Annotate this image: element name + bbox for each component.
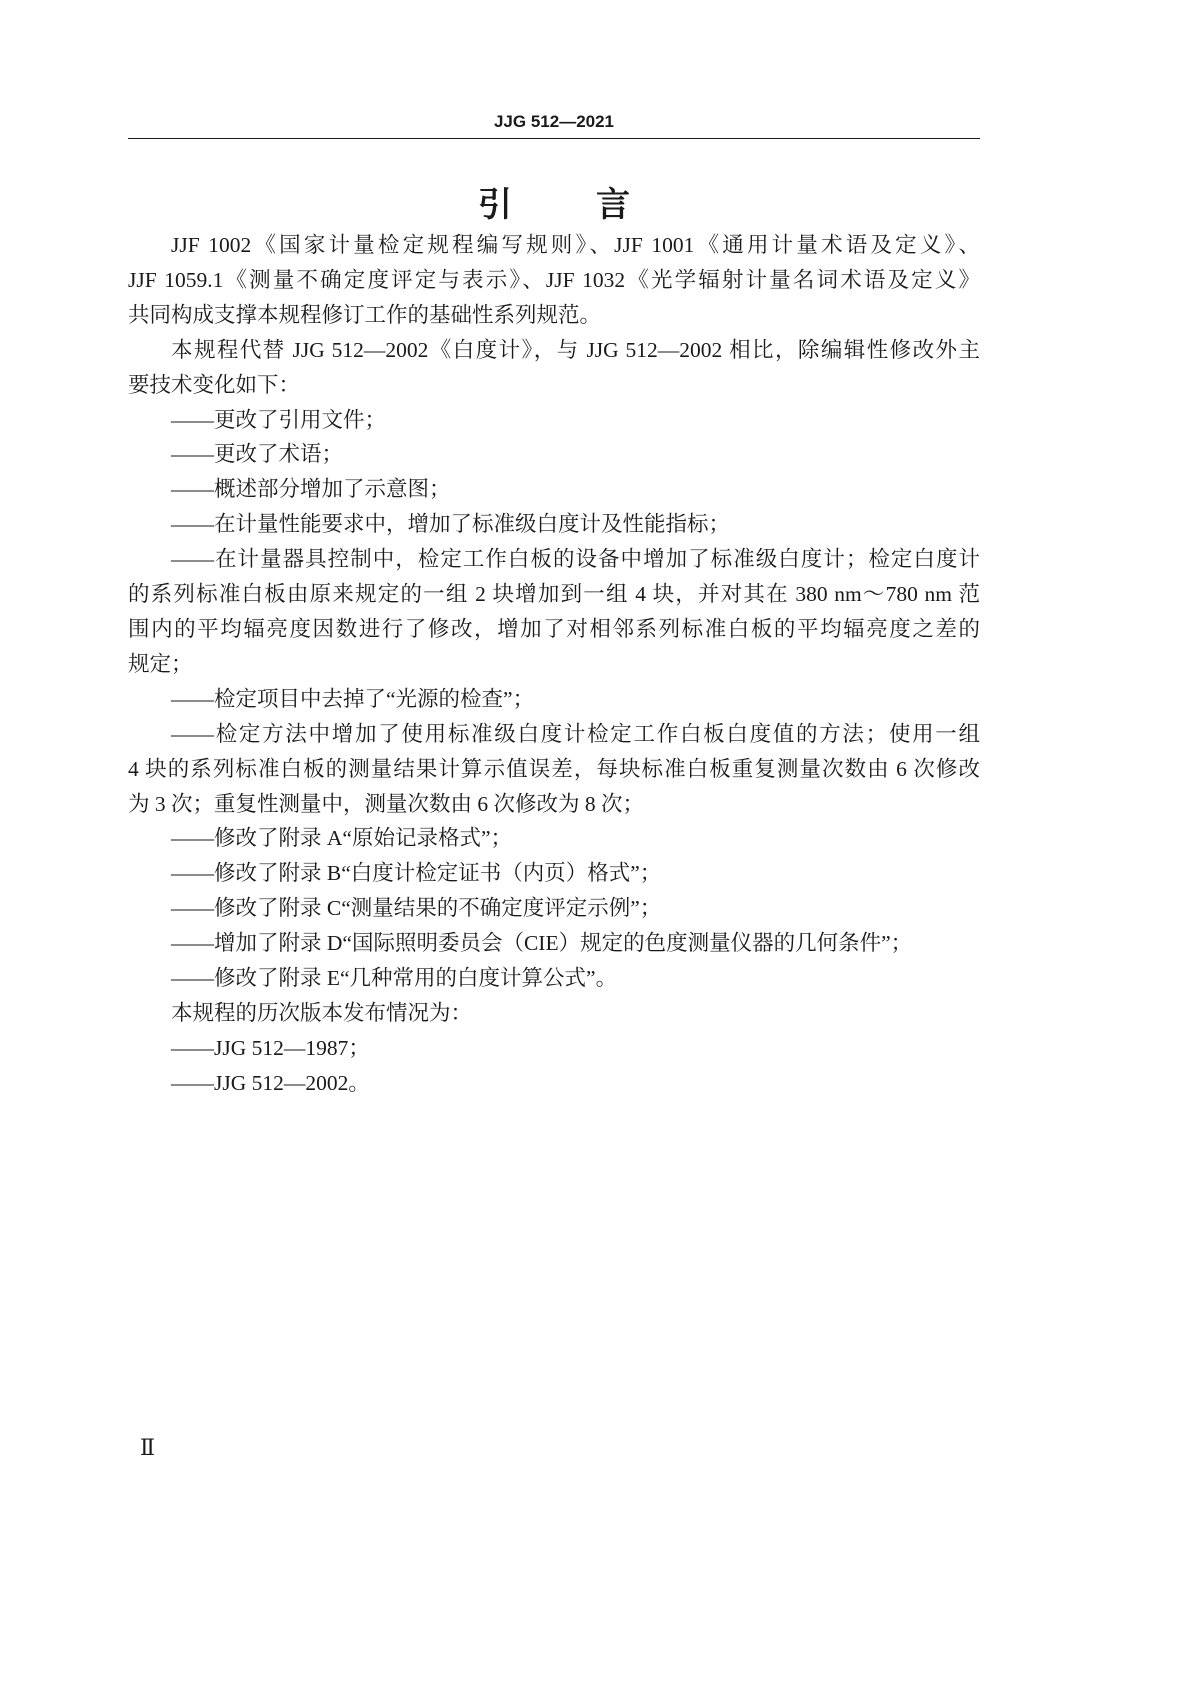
change-item-appendix-d [128, 926, 980, 961]
paragraph-line: ——更改了术语； [171, 442, 344, 467]
paragraph-replacement-statement [128, 333, 980, 403]
paragraph-line: ——检定项目中去掉了“光源的检查”； [171, 686, 535, 711]
page-number: Ⅱ [140, 1435, 155, 1460]
paragraph-line: ——在计量器具控制中，检定工作白板的设备中增加了标准级白度计；检定白度计 [171, 547, 980, 572]
paragraph-line: 围内的平均辐亮度因数进行了修改，增加了对相邻系列标准白板的平均辐亮度之差的 [128, 616, 980, 641]
version-item-2002 [128, 1066, 980, 1101]
paragraph-basis-specifications [128, 228, 980, 333]
paragraph-line: ——修改了附录 C“测量结果的不确定度评定示例”； [171, 896, 662, 921]
paragraph-line: 为 3 次；重复性测量中，测量次数由 6 次修改为 8 次； [128, 791, 645, 816]
change-item-references [128, 403, 980, 438]
change-item-verification-items [128, 682, 980, 717]
paragraph-line: ——在计量性能要求中，增加了标准级白度计及性能指标； [171, 512, 731, 537]
paragraph-line: ——修改了附录 E“几种常用的白度计算公式”。 [171, 966, 618, 991]
paragraph-line: ——修改了附录 A“原始记录格式”； [171, 826, 512, 851]
paragraph-line: 要技术变化如下： [128, 372, 301, 397]
paragraph-line: ——增加了附录 D“国际照明委员会（CIE）规定的色度测量仪器的几何条件”； [171, 931, 913, 956]
change-item-instrument-control [128, 542, 980, 682]
paragraph-line: 规定； [128, 651, 193, 676]
running-header-code: JJG 512—2021 [493, 112, 615, 131]
change-item-terms [128, 437, 980, 472]
paragraph-line: 本规程的历次版本发布情况为： [171, 1000, 473, 1025]
paragraph-line: ——检定方法中增加了使用标准级白度计检定工作白板白度值的方法；使用一组 [171, 721, 980, 746]
paragraph-line: ——修改了附录 B“白度计检定证书（内页）格式”； [171, 861, 662, 886]
paragraph-line: ——JJG 512—1987； [171, 1035, 370, 1060]
version-item-1987 [128, 1031, 980, 1066]
change-item-appendix-b [128, 856, 980, 891]
paragraph-line: 的系列标准白板由原来规定的一组 2 块增加到一组 4 块，并对其在 380 nm～780 nm 范 [128, 582, 980, 607]
change-item-verification-method [128, 717, 980, 822]
section-title: 引言 [478, 185, 714, 225]
paragraph-line: JJF 1059.1《测量不确定度评定与表示》、JJF 1032《光学辐射计量名词术语及定义》 [128, 267, 980, 292]
change-item-appendix-c [128, 891, 980, 926]
paragraph-line: 4 块的系列标准白板的测量结果计算示值误差，每块标准白板重复测量次数由 6 次修改 [128, 756, 980, 781]
change-item-overview-diagram [128, 472, 980, 507]
change-item-appendix-a [128, 821, 980, 856]
paragraph-line: JJF 1002《国家计量检定规程编写规则》、JJF 1001《通用计量术语及定义》、 [171, 233, 980, 257]
paragraph-line: 共同构成支撑本规程修订工作的基础性系列规范。 [128, 302, 602, 327]
paragraph-version-history [128, 996, 980, 1031]
header-rule [128, 138, 980, 139]
paragraph-line: 本规程代替 JJG 512—2002《白度计》，与 JJG 512—2002 相比，除编辑性修改外主 [171, 337, 980, 362]
change-item-performance-requirements [128, 507, 980, 542]
body-text [128, 228, 980, 1101]
paragraph-line: ——更改了引用文件； [171, 407, 387, 432]
change-item-appendix-e [128, 961, 980, 996]
paragraph-line: ——概述部分增加了示意图； [171, 477, 451, 502]
paragraph-line: ——JJG 512—2002。 [171, 1070, 370, 1095]
